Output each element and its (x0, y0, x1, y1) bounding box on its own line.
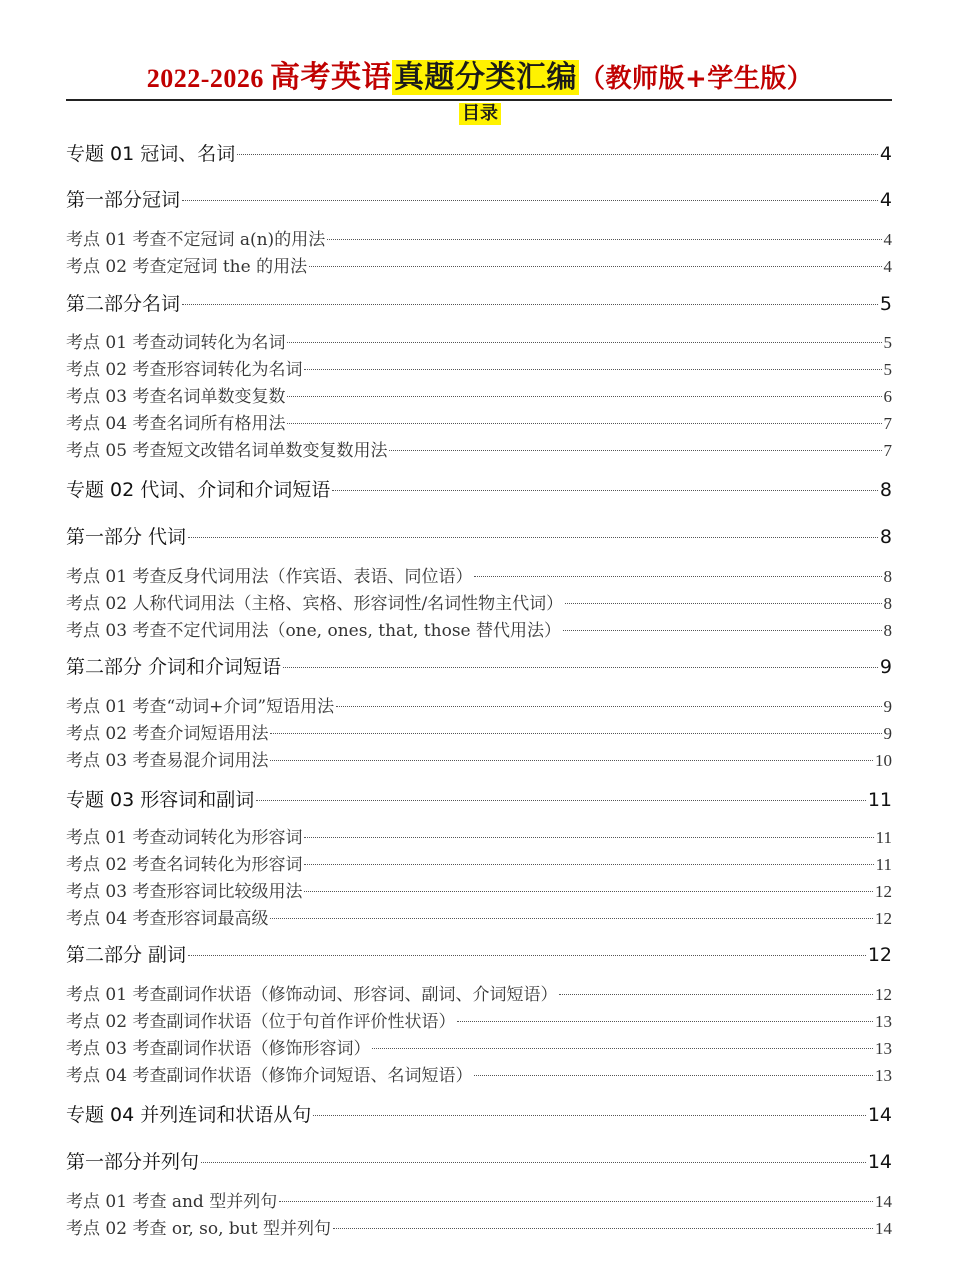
toc-entry-page-number: 8 (883, 567, 892, 586)
toc-entry[interactable] (66, 1190, 892, 1214)
toc-entry-page-number: 13 (875, 1012, 892, 1031)
toc-entry[interactable] (66, 478, 892, 502)
toc-entry-page-number: 14 (875, 1192, 892, 1211)
toc-entry[interactable] (66, 142, 892, 166)
toc-entry-page-number: 4 (879, 189, 892, 211)
toc-entry-page-number: 9 (883, 697, 892, 716)
toc-entry-label: 考点 01 考查不定冠词 a(n)的用法 (66, 230, 326, 250)
toc-entry[interactable] (66, 292, 892, 316)
toc-entry[interactable] (66, 1150, 892, 1174)
dot-leader (565, 603, 881, 604)
toc-entry[interactable] (66, 880, 892, 904)
toc-entry[interactable] (66, 619, 892, 643)
toc-entry[interactable] (66, 722, 892, 746)
toc-entry-page-number: 4 (883, 257, 892, 276)
title-part1: 高考英语 (269, 60, 392, 95)
toc-entry-label: 考点 03 考查形容词比较级用法 (66, 882, 303, 902)
toc-entry-label: 考点 03 考查副词作状语（修饰形容词） (66, 1039, 371, 1059)
dot-leader (457, 1021, 873, 1022)
toc-entry-label: 考点 02 考查副词作状语（位于句首作评价性状语） (66, 1012, 456, 1032)
dot-leader (336, 706, 881, 707)
toc-entry[interactable] (66, 188, 892, 212)
toc-entry-label: 考点 01 考查“动词+介词”短语用法 (66, 697, 335, 717)
toc-entry-label: 考点 02 考查形容词转化为名词 (66, 360, 303, 380)
dot-leader (270, 760, 873, 761)
toc-entry-page-number: 13 (875, 1066, 892, 1085)
toc-entry-page-number: 14 (875, 1219, 892, 1238)
dot-leader (287, 396, 881, 397)
toc-entry-page-number: 11 (875, 828, 892, 847)
toc-entry-page-number: 13 (875, 1039, 892, 1058)
toc-entry-page-number: 12 (867, 944, 892, 966)
dot-leader (279, 1201, 873, 1202)
dot-leader (270, 733, 881, 734)
dot-leader (389, 450, 881, 451)
toc-entry-label: 第一部分 代词 (66, 526, 187, 548)
dot-leader (283, 667, 878, 668)
dot-leader (237, 154, 878, 155)
toc-entry[interactable] (66, 853, 892, 877)
toc-entry[interactable] (66, 385, 892, 409)
toc-entry[interactable] (66, 228, 892, 252)
toc-entry[interactable] (66, 255, 892, 279)
toc-entry-label: 考点 04 考查形容词最高级 (66, 909, 269, 929)
toc-entry-page-number: 6 (883, 387, 892, 406)
dot-leader (304, 891, 873, 892)
toc-entry-page-number: 11 (875, 855, 892, 874)
toc-entry[interactable] (66, 749, 892, 773)
toc-entry-label: 考点 01 考查动词转化为形容词 (66, 828, 303, 848)
toc-entry-page-number: 14 (867, 1151, 892, 1173)
dot-leader (287, 423, 881, 424)
toc-entry-label: 考点 01 考查动词转化为名词 (66, 333, 286, 353)
toc-entry-page-number: 5 (879, 293, 892, 315)
toc-entry-page-number: 9 (883, 724, 892, 743)
dot-leader (327, 239, 881, 240)
toc-entry[interactable] (66, 1064, 892, 1088)
toc-entry-page-number: 10 (875, 751, 892, 770)
title-year: 2022-2026 (146, 64, 264, 93)
dot-leader (372, 1048, 873, 1049)
toc-entry-page-number: 7 (883, 441, 892, 460)
toc-entry[interactable] (66, 331, 892, 355)
toc-entry-label: 考点 02 人称代词用法（主格、宾格、形容词性/名词性物主代词） (66, 594, 564, 614)
dot-leader (287, 342, 881, 343)
dot-leader (182, 200, 878, 201)
toc-entry-label: 考点 01 考查 and 型并列句 (66, 1192, 278, 1212)
toc-entry-page-number: 8 (879, 526, 892, 548)
toc-entry-page-number: 14 (867, 1104, 892, 1126)
toc-entry[interactable] (66, 1103, 892, 1127)
dot-leader (474, 576, 881, 577)
toc-entry-label: 第二部分名词 (66, 293, 181, 315)
toc-entry[interactable] (66, 695, 892, 719)
subtitle-container (0, 103, 960, 125)
toc-entry[interactable] (66, 1010, 892, 1034)
dot-leader (188, 537, 878, 538)
title-part2: （教师版+学生版） (578, 64, 814, 94)
toc-entry[interactable] (66, 412, 892, 436)
title-divider (66, 99, 892, 101)
toc-entry-label: 考点 05 考查短文改错名词单数变复数用法 (66, 441, 388, 461)
toc-entry-page-number: 5 (883, 360, 892, 379)
toc-entry-page-number: 4 (879, 143, 892, 165)
dot-leader (559, 994, 873, 995)
toc-heading: 目录 (459, 103, 501, 125)
dot-leader (563, 630, 881, 631)
toc-entry[interactable] (66, 655, 892, 679)
toc-entry-page-number: 8 (879, 479, 892, 501)
dot-leader (201, 1162, 866, 1163)
toc-entry[interactable] (66, 358, 892, 382)
toc-entry[interactable] (66, 439, 892, 463)
document-title (0, 52, 960, 96)
toc-entry[interactable] (66, 592, 892, 616)
dot-leader (309, 266, 881, 267)
toc-entry-label: 专题 04 并列连词和状语从句 (66, 1104, 312, 1126)
toc-entry-page-number: 12 (875, 985, 892, 1004)
toc-entry-page-number: 12 (875, 909, 892, 928)
toc-entry[interactable] (66, 826, 892, 850)
toc-entry-label: 第一部分冠词 (66, 189, 181, 211)
toc-entry[interactable] (66, 1037, 892, 1061)
toc-entry[interactable] (66, 907, 892, 931)
dot-leader (182, 304, 878, 305)
toc-entry-label: 第一部分并列句 (66, 1151, 200, 1173)
toc-entry-label: 第二部分 副词 (66, 944, 187, 966)
toc-entry-label: 考点 02 考查 or, so, but 型并列句 (66, 1219, 331, 1239)
toc-entry-label: 考点 03 考查不定代词用法（one, ones, that, those 替代用法） (66, 621, 562, 641)
toc-entry[interactable] (66, 1217, 892, 1241)
toc-entry[interactable] (66, 983, 892, 1007)
dot-leader (313, 1115, 866, 1116)
dot-leader (304, 369, 881, 370)
toc-entry-page-number: 5 (883, 333, 892, 352)
toc-entry-label: 专题 03 形容词和副词 (66, 789, 255, 811)
toc-entry[interactable] (66, 788, 892, 812)
toc-entry-label: 考点 01 考查反身代词用法（作宾语、表语、同位语） (66, 567, 473, 587)
toc-entry-label: 第二部分 介词和介词短语 (66, 656, 282, 678)
toc-entry-page-number: 8 (883, 594, 892, 613)
dot-leader (333, 1228, 873, 1229)
toc-entry-page-number: 11 (867, 789, 892, 811)
toc-entry[interactable] (66, 943, 892, 967)
toc-entry-page-number: 7 (883, 414, 892, 433)
toc-entry-page-number: 8 (883, 621, 892, 640)
dot-leader (304, 864, 873, 865)
toc-entry-label: 专题 02 代词、介词和介词短语 (66, 479, 331, 501)
toc-entry-label: 考点 02 考查名词转化为形容词 (66, 855, 303, 875)
toc-entry[interactable] (66, 525, 892, 549)
title-highlight: 真题分类汇编 (393, 60, 577, 95)
dot-leader (256, 800, 866, 801)
toc-entry-label: 考点 03 考查易混介词用法 (66, 751, 269, 771)
toc-entry[interactable] (66, 565, 892, 589)
toc-entry-page-number: 4 (883, 230, 892, 249)
dot-leader (474, 1075, 873, 1076)
dot-leader (188, 955, 866, 956)
toc-entry-label: 考点 02 考查介词短语用法 (66, 724, 269, 744)
toc-entry-label: 考点 01 考查副词作状语（修饰动词、形容词、副词、介词短语） (66, 985, 558, 1005)
toc-entry-label: 考点 03 考查名词单数变复数 (66, 387, 286, 407)
toc-entry-label: 考点 04 考查副词作状语（修饰介词短语、名词短语） (66, 1066, 473, 1086)
toc-entry-page-number: 9 (879, 656, 892, 678)
toc-entry-page-number: 12 (875, 882, 892, 901)
dot-leader (304, 837, 873, 838)
toc-entry-label: 专题 01 冠词、名词 (66, 143, 236, 165)
toc-entry-label: 考点 02 考查定冠词 the 的用法 (66, 257, 308, 277)
toc-entry-label: 考点 04 考查名词所有格用法 (66, 414, 286, 434)
dot-leader (332, 490, 878, 491)
dot-leader (270, 918, 873, 919)
